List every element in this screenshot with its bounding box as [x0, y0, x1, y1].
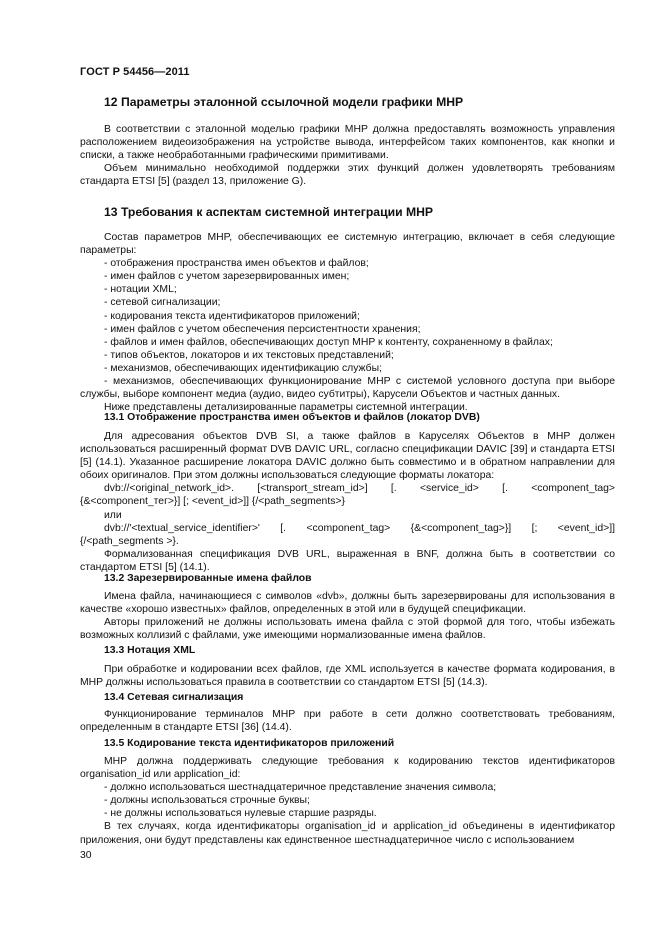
list-item: - кодирования текста идентификаторов приложений; [104, 310, 360, 322]
page-number: 30 [80, 850, 92, 861]
list-item: - механизмов, обеспечивающих идентификацию службы; [104, 362, 382, 374]
subsection-13-1-paragraph-1: Для адресования объектов DVB SI, а также файлов в Каруселях Объектов в MHP должен использоваться расширенный формат DVB DAVIC URL, согласно спецификации DAVIC [39] и стандарта ETSI [5] (14.1). Указанное расширение локатора DAVIC должно быть совместимо и в обратном направлении для обоих оригиналов. При этом должны использоваться следующие форматы локатора: [80, 431, 615, 482]
list-item: - имен файлов с учетом зарезервированных имен; [104, 271, 350, 283]
list-item: - файлов и имен файлов, обеспечивающих доступ MHP к контенту, сохраненному в файлах; [104, 336, 553, 348]
list-item: - не должны использоваться нулевые старшие разряды. [104, 808, 377, 820]
subsection-13-4-paragraph-1: Функционирование терминалов MHP при работе в сети должно соответствовать требованиям, определенным в стандарте ETSI [36] (14.4). [80, 709, 615, 734]
list-item: - отображения пространства имен объектов и файлов; [104, 258, 369, 270]
section-12-paragraph-2: Объем минимально необходимой поддержки этих функций должен удовлетворять требованиям стандарта ETSI [5] (раздел 13, приложение G). [80, 163, 615, 188]
section-12-title: 12 Параметры эталонной ссылочной модели графики MHP [104, 95, 464, 109]
subsection-13-2-title: 13.2 Зарезервированные имена файлов [104, 573, 312, 584]
section-13-title: 13 Требования к аспектам системной интеграции MHP [104, 205, 434, 219]
locator-or: или [104, 509, 122, 521]
subsection-13-1-body [80, 430, 615, 574]
subsection-13-5-title: 13.5 Кодирование текста идентификаторов приложений [104, 738, 395, 749]
subsection-13-3-title: 13.3 Нотация XML [104, 645, 196, 656]
locator-format-2-line-1: dvb://'<textual_service_identifier>' [. <component_tag> {&<component_tag>}] [; <event_id>]] [104, 522, 615, 534]
list-item: - нотации XML; [104, 284, 177, 296]
list-item: - должно использоваться шестнадцатеричное представление значения символа; [104, 782, 497, 794]
list-item: - типов объектов, локаторов и их текстовых представлений; [104, 349, 394, 361]
subsection-13-2-body [80, 590, 615, 642]
subsection-13-2-paragraph-2: Авторы приложений не должны использовать имена файла с этой формой для того, чтобы избежать возможных коллизий с файлами, уже имеющими нормализованные имена файлов. [80, 617, 615, 642]
subsection-13-1-title: 13.1 Отображение пространства имен объектов и файлов (локатор DVB) [104, 412, 480, 423]
list-item: - имен файлов с учетом обеспечения персистентности хранения; [104, 323, 421, 335]
section-12-body [80, 123, 615, 188]
subsection-13-3-body [80, 663, 615, 689]
list-item: - должны использоваться строчные буквы; [104, 795, 310, 807]
locator-format-1-line-1: dvb://<original_network_id>. [<transport_stream_id>] [. <service_id> [. <component_tag> [104, 483, 615, 495]
list-item-last: - механизмов, обеспечивающих функционирование MHP с системой условного доступа при выборе службы, выборе компонент медиа (аудио, видео субтитры), Карусели Объектов и частных данных. [80, 376, 615, 401]
section-13-body [80, 231, 615, 414]
list-item: - сетевой сигнализации; [104, 297, 221, 309]
subsection-13-4-title: 13.4 Сетевая сигнализация [104, 692, 244, 703]
subsection-13-2-paragraph-1: Имена файла, начинающиеся с символов «dvb», должны быть зарезервированы для использования в качестве «хорошо известных» файлов, определенных в этой или в будущей спецификации. [80, 591, 615, 616]
section-13-after: Ниже представлены детализированные параметры системной интеграции. [104, 402, 468, 414]
document-header: ГОСТ Р 54456—2011 [80, 66, 190, 78]
subsection-13-5-paragraph-1: MHP должна поддерживать следующие требования к кодированию текстов идентификаторов organisation_id или application_id: [80, 756, 615, 781]
subsection-13-5-body [80, 755, 615, 847]
section-12-paragraph-1: В соответствии с эталонной моделью графики MHP должна предоставлять возможность управления расположением видеоизображения на устройстве вывода, интерфейсом таких компонентов, как кнопки и списки, а также необработанными графическими примитивами. [80, 124, 615, 162]
subsection-13-5-paragraph-2: В тех случаях, когда идентификаторы organisation_id и application_id объединены в идентификатор приложения, они будут представлены как единственное шестнадцатеричное число с использованием [80, 821, 615, 846]
subsection-13-3-paragraph-1: При обработке и кодировании всех файлов, где XML используется в качестве формата кодирования, в MHP должны использоваться правила в соответствии со стандартом ETSI [5] (14.3). [80, 664, 615, 689]
subsection-13-4-body [80, 708, 615, 734]
locator-format-2-line-2: {/<path_segments >}. [80, 535, 179, 547]
subsection-13-1-paragraph-2: Формализованная спецификация DVB URL, выраженная в BNF, должна быть в соответствии со стандартом ETSI [5] (14.1). [80, 548, 615, 573]
locator-format-1-line-2: {&<component_тег>}] [; <event_id>]] {/<path_segments>} [80, 496, 345, 508]
section-13-intro: Состав параметров MHP, обеспечивающих ее системную интеграцию, включает в себя следующие параметры: [80, 232, 615, 257]
